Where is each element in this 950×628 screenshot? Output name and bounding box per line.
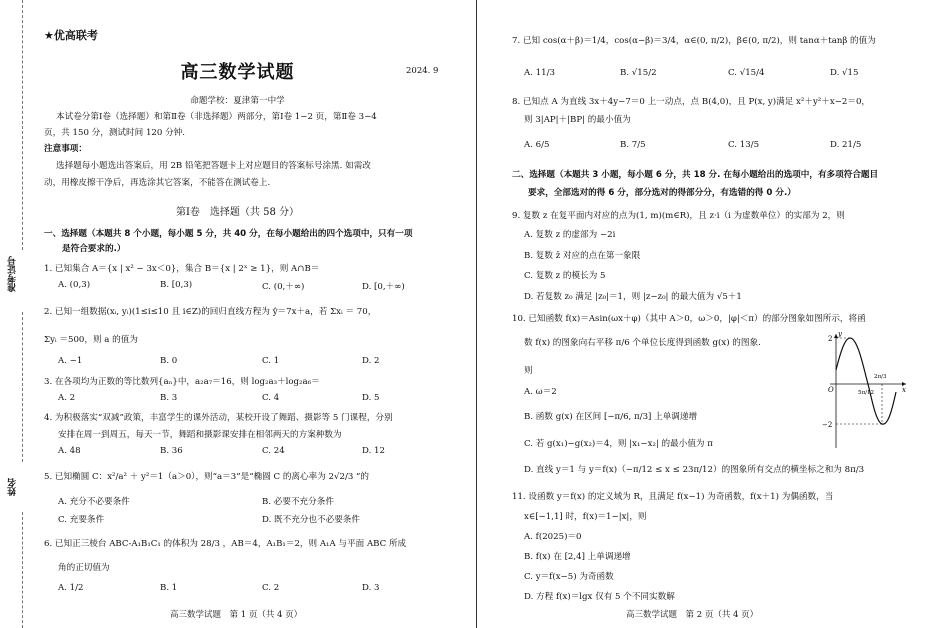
notice-line-2: 动，用橡皮擦干净后，再选涂其它答案，不能答在测试卷上. <box>44 178 271 188</box>
q10-option-a: A. ω＝2 <box>524 387 557 397</box>
question-1-stem: 1. 已知集合 A＝{x | x² − 3x＜0}，集合 B＝{x | 2ˣ ≥ 1}，则 A∩B＝ <box>44 264 320 274</box>
question-10-stem: 10. 已知函数 f(x)＝Asin(ωx＋φ)（其中 A＞0，ω＞0，|φ|＜π）的部分图象如图所示，将函 <box>512 314 866 324</box>
section-1-title: 第Ⅰ卷 选择题（共 58 分） <box>175 207 300 218</box>
y-max-label: 2 <box>828 335 833 343</box>
question-4-stem-cont: 安排在周一到周五，每天一节，舞蹈和摄影课安排在相邻两天的方案种数为 <box>58 430 342 440</box>
q5-option-b: B. 必要不充分条件 <box>262 497 334 507</box>
question-10-stem-cont: 数 f(x) 的图象向右平移 π/6 个单位长度得到函数 g(x) 的图象. <box>524 338 761 348</box>
question-4-stem: 4. 为积极落实“双减”政策，丰富学生的课外活动，某校开设了舞蹈、摄影等 5 门课程，分别 <box>44 413 393 423</box>
notice-line-1: 选择题每小题选出答案后，用 2B 铅笔把答题卡上对应题目的答案标号涂黑. 如需改 <box>56 161 371 171</box>
q10-option-c: C. 若 g(x₁)−g(x₂)＝4，则 |x₁−x₂| 的最小值为 π <box>524 439 713 449</box>
page-divider <box>476 0 477 628</box>
q11-option-c: C. y＝f(x−5) 为奇函数 <box>524 572 614 582</box>
q1-option-b: B. [0,3) <box>160 280 193 290</box>
q1-option-d: D. [0,＋∞) <box>362 282 405 292</box>
q2-option-b: B. 0 <box>160 356 178 366</box>
q10-option-d: D. 直线 y＝1 与 y＝f(x)（−π/12 ≤ x ≤ 23π/12）的图象所有交点的横坐标之和为 8π/3 <box>524 465 865 475</box>
part-1-heading: 一、选择题（本题共 8 个小题，每小题 5 分，共 40 分，在每小题给出的四个选项中，只有一项 <box>44 229 413 239</box>
q9-option-c: C. 复数 z 的模长为 5 <box>524 271 606 281</box>
page-2-footer: 高三数学试题 第 2 页（共 4 页） <box>626 610 759 620</box>
part-1-heading-cont: 是符合要求的.） <box>62 244 126 254</box>
question-10-stem-then: 则 <box>524 366 533 376</box>
q5-option-a: A. 充分不必要条件 <box>58 497 130 507</box>
q2-option-d: D. 2 <box>362 356 380 366</box>
q6-option-a: A. 1/2 <box>58 583 84 593</box>
q5-option-d: D. 既不充分也不必要条件 <box>262 515 360 525</box>
tick-2pi-3: 2π/3 <box>874 374 887 380</box>
q4-option-a: A. 48 <box>58 446 81 456</box>
notice-title: 注意事项： <box>44 144 87 154</box>
question-8-stem-cont: 则 3|AP|＋|BP| 的最小值为 <box>524 115 631 125</box>
q4-option-b: B. 36 <box>160 446 183 456</box>
q9-option-a: A. 复数 z 的虚部为 −2i <box>524 230 616 240</box>
q3-option-a: A. 2 <box>58 393 76 403</box>
page-title: 高三数学试题 <box>180 62 295 83</box>
y-axis-label: y <box>838 330 842 338</box>
question-3-stem: 3. 在各项均为正数的等比数列{aₙ}中，a₂a₇＝16，则 log₂a₃＋log₂a₆＝ <box>44 377 320 387</box>
cut-line <box>22 312 23 462</box>
question-7-stem: 7. 已知 cos(α＋β)＝1/4，cos(α−β)＝3/4，α∈(0, π/2)，β∈(0, π/2)，则 tanα＋tanβ 的值为 <box>512 36 876 46</box>
q1-option-c: C. (0,＋∞) <box>262 282 305 292</box>
q10-function-graph <box>818 330 908 450</box>
part-2-heading: 二、选择题（本题共 3 小题，每小题 6 分，共 18 分. 在每小题给出的选项中，有多项符合题目 <box>512 170 879 180</box>
q4-option-d: D. 12 <box>362 446 385 456</box>
q7-option-d: D. √15 <box>830 68 859 78</box>
intro-line-1: 本试卷分第Ⅰ卷（选择题）和第Ⅱ卷（非选择题）两部分，第Ⅰ卷 1−2 页，第Ⅱ卷 3−4 <box>56 112 377 122</box>
question-6-stem: 6. 已知正三棱台 ABC-A₁B₁C₁ 的体积为 28/3 ，AB＝4，A₁B₁＝2，则 A₁A 与平面 ABC 所成 <box>44 539 407 549</box>
q8-option-c: C. 13/5 <box>728 140 760 150</box>
cut-line <box>22 512 23 628</box>
q7-option-a: A. 11/3 <box>524 68 555 78</box>
q11-option-a: A. f(2025)＝0 <box>524 532 582 542</box>
question-8-stem: 8. 已知点 A 为直线 3x＋4y−7＝0 上一动点，点 B(4,0)，且 P(x, y)满足 x²＋y²＋x−2＝0， <box>512 97 871 107</box>
name-label: 姓名 <box>8 478 18 496</box>
x-axis-label: x <box>902 386 906 394</box>
q2-option-c: C. 1 <box>262 356 280 366</box>
tick-5pi-12: 5π/12 <box>858 390 874 396</box>
question-2-stem: 2. 已知一组数据(xᵢ, yᵢ)(1≤i≤10 且 i∈Z)的回归直线方程为 ŷ＝7x＋a，若 Σxᵢ ＝ 70， <box>44 307 377 317</box>
question-11-stem: 11. 设函数 y＝f(x) 的定义域为 R，且满足 f(x−1) 为奇函数，f(x＋1) 为偶函数，当 <box>512 492 834 502</box>
q2-option-a: A. −1 <box>58 356 83 366</box>
part-2-heading-cont: 要求，全部选对的得 6 分，部分选对的得部分分，有选错的得 0 分.） <box>528 188 796 198</box>
question-6-stem-cont: 角的正切值为 <box>58 563 110 573</box>
q5-option-c: C. 充要条件 <box>58 515 105 525</box>
q3-option-c: C. 4 <box>262 393 280 403</box>
q3-option-d: D. 5 <box>362 393 380 403</box>
exam-date: 2024. 9 <box>406 66 439 76</box>
q9-option-b: B. 复数 z̄ 对应的点在第一象限 <box>524 251 641 261</box>
origin-label: O <box>828 386 834 394</box>
q11-option-d: D. 方程 f(x)＝lgx 仅有 5 个不同实数解 <box>524 592 675 602</box>
q8-option-d: D. 21/5 <box>830 140 862 150</box>
sine-curve <box>836 338 896 424</box>
q8-option-a: A. 6/5 <box>524 140 550 150</box>
q8-option-b: B. 7/5 <box>620 140 646 150</box>
question-11-stem-cont: x∈[−1,1] 时，f(x)＝1−|x|，则 <box>524 512 647 522</box>
q7-option-b: B. √15/2 <box>620 68 657 78</box>
intro-line-2: 页，共 150 分，测试时间 120 分钟. <box>44 128 185 138</box>
page-1-footer: 高三数学试题 第 1 页（共 4 页） <box>170 610 303 620</box>
q4-option-c: C. 24 <box>262 446 285 456</box>
admission-number-label: 准考证号 <box>8 256 18 292</box>
brand-label: ★优高联考 <box>44 29 98 42</box>
y-min-label: −2 <box>822 421 833 429</box>
q11-option-b: B. f(x) 在 [2,4] 上单调递增 <box>524 552 631 562</box>
q10-option-b: B. 函数 g(x) 在区间 [−π/6, π/3] 上单调递增 <box>524 412 698 422</box>
page-2 <box>480 0 950 628</box>
q7-option-c: C. √15/4 <box>728 68 765 78</box>
q1-option-a: A. (0,3) <box>58 280 91 290</box>
q6-option-c: C. 2 <box>262 583 280 593</box>
q6-option-b: B. 1 <box>160 583 178 593</box>
q9-option-d: D. 若复数 z₀ 满足 |z₀|＝1，则 |z−z₀| 的最大值为 √5＋1 <box>524 292 742 302</box>
question-2-stem-cont: Σyᵢ ＝500，则 a 的值为 <box>44 335 138 345</box>
question-9-stem: 9. 复数 z 在复平面内对应的点为(1, m)(m∈R)，且 z·i（i 为虚数单位）的实部为 2，则 <box>512 211 845 221</box>
school-line: 命题学校：夏津第一中学 <box>190 96 285 106</box>
q6-option-d: D. 3 <box>362 583 380 593</box>
question-5-stem: 5. 已知椭圆 C：x²/a² ＋ y²＝1（a＞0），则“a＝3”是“椭圆 C 的离心率为 2√2/3 ”的 <box>44 472 370 482</box>
q3-option-b: B. 3 <box>160 393 178 403</box>
